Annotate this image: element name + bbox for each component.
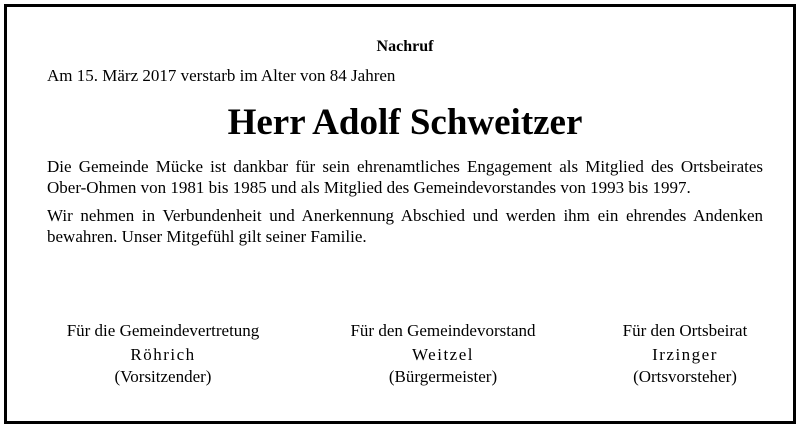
signature-name: Weitzel bbox=[412, 345, 474, 364]
signature-title: (Bürgermeister) bbox=[388, 367, 498, 386]
signature-role: Für den Gemeindevorstand bbox=[350, 321, 536, 340]
signature-title: (Ortsvorsteher) bbox=[633, 367, 737, 386]
obituary-notice-frame bbox=[4, 4, 796, 424]
tribute-paragraph: Die Gemeinde Mücke ist dankbar für sein ehrenamtliches Engagement als Mitglied des Ortsbeirates Ober-Ohmen von 1981 bis 1985 und als Mitglied des Gemeindevorstandes von 1993 bis 1997. bbox=[47, 157, 763, 197]
obituary-content bbox=[47, 37, 763, 386]
notice-lead-line: Am 15. März 2017 verstarb im Alter von 84 Jahren bbox=[47, 66, 396, 85]
signature-name: Röhrich bbox=[130, 345, 196, 364]
signature-block bbox=[47, 320, 763, 400]
signature-gemeindevorstand bbox=[330, 320, 556, 388]
signature-role: Für den Ortsbeirat bbox=[622, 321, 748, 340]
notice-heading: Nachruf bbox=[376, 38, 434, 55]
signature-role: Für die Gemeindevertretung bbox=[66, 321, 260, 340]
deceased-name: Herr Adolf Schweitzer bbox=[227, 102, 583, 143]
signature-gemeindevertretung bbox=[47, 320, 279, 388]
signature-ortsbeirat bbox=[607, 320, 763, 388]
signature-title: (Vorsitzender) bbox=[114, 367, 212, 386]
signature-name: Irzinger bbox=[652, 345, 718, 364]
condolence-paragraph: Wir nehmen in Verbundenheit und Anerkennung Abschied und werden ihm ein ehrendes Andenken bewahren. Unser Mitgefühl gilt seiner Familie. bbox=[47, 206, 763, 246]
